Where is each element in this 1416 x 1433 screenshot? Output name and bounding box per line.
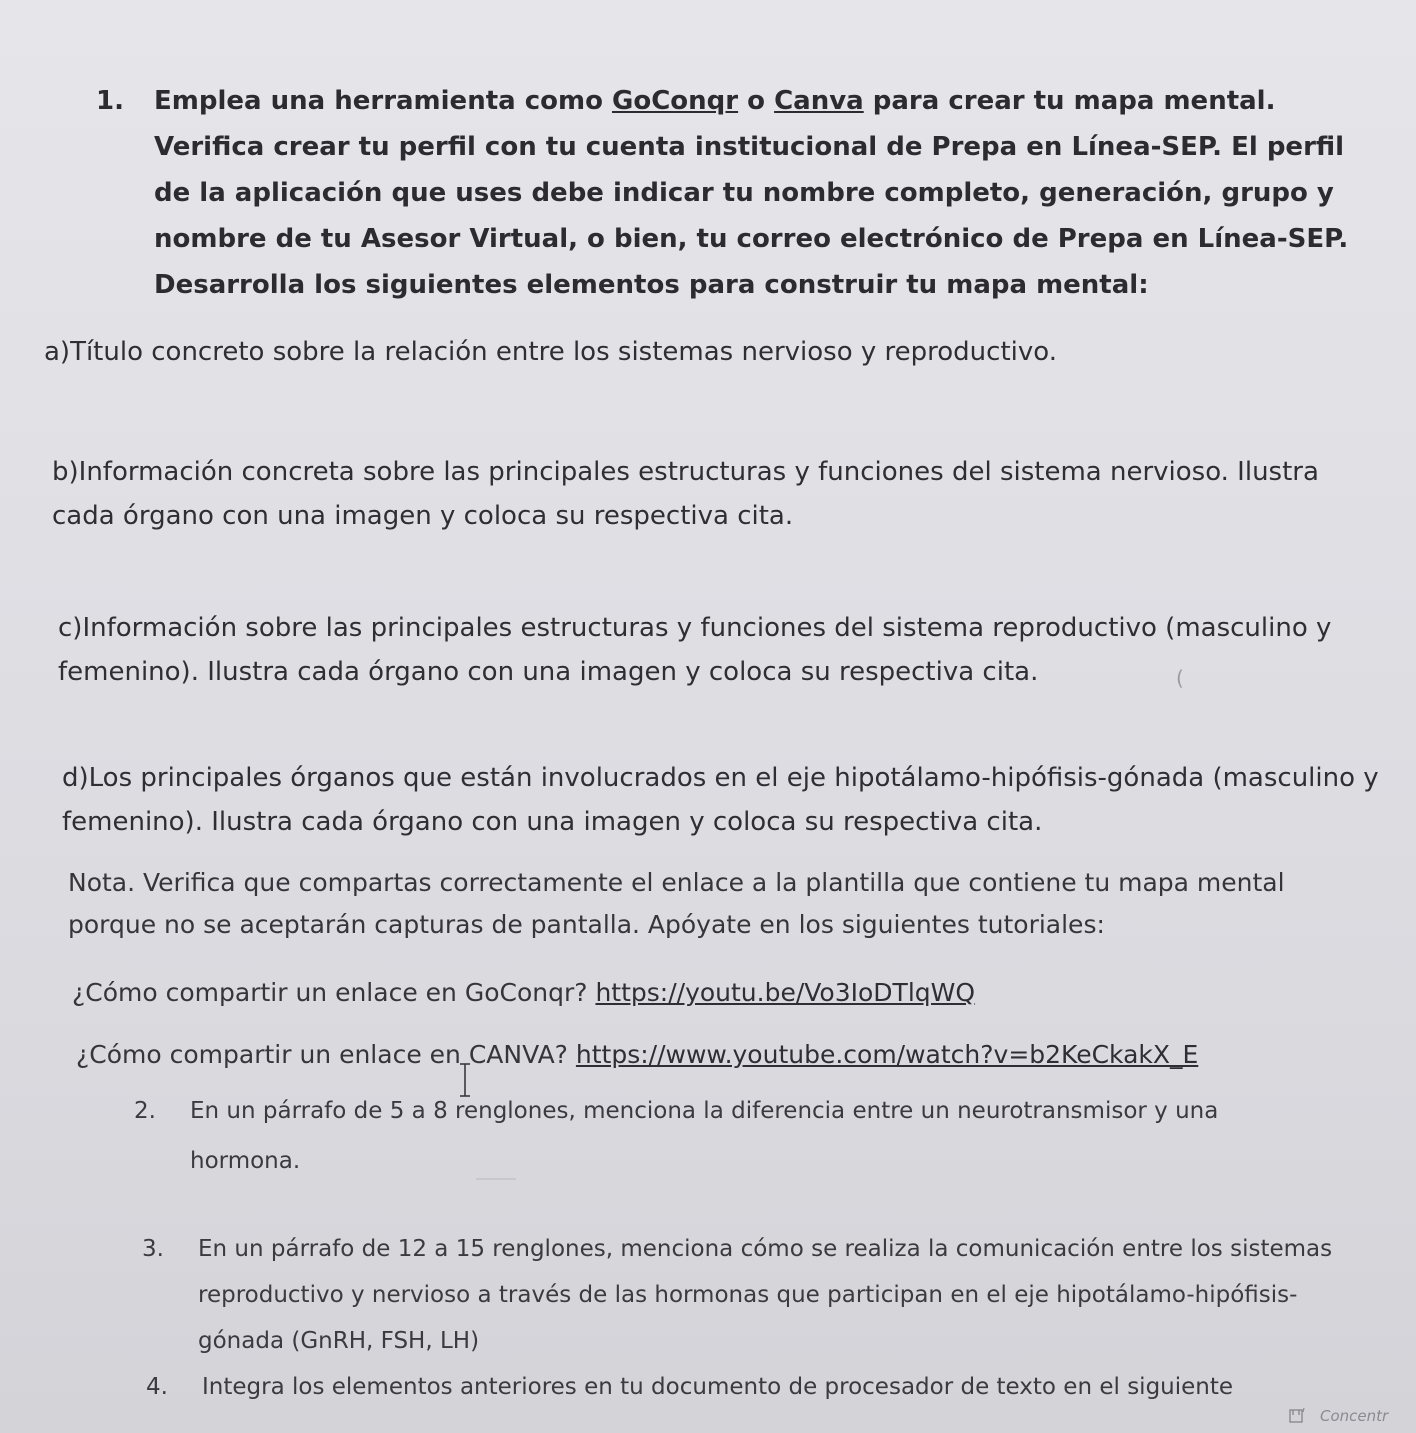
- item-text: Integra los elementos anteriores en tu documento de procesador de texto en el siguiente: [202, 1374, 1234, 1400]
- sub-item-c: c)Información sobre las principales estructuras y funciones del sistema reproductivo (masculino y femenino). Ilustra cada órgano con una imagen y coloca su respectiva cita.: [58, 613, 1332, 687]
- tutorial-goconqr-url[interactable]: https://youtu.be/Vo3IoDTlqWQ: [595, 978, 976, 1007]
- divider-mark: [476, 1178, 516, 1180]
- item-text-rest: para crear tu mapa mental. Verifica crear tu perfil con tu cuenta institucional de Prepa en Línea-SEP. El perfil de la aplicación que uses debe indicar tu nombre completo, generación, grupo y nombre de tu Asesor Virtual, o bien, tu correo electrónico de Prepa en Línea-SEP. Desarrolla los siguientes elementos para construir tu mapa mental:: [154, 86, 1349, 300]
- item-text: En un párrafo de 12 a 15 renglones, menciona cómo se realiza la comunicación entre los sistemas reproductivo y nervioso a través de las hormonas que participan en el eje hipotálamo-hipófisis-gónada (GnRH, FSH, LH): [198, 1236, 1333, 1354]
- item-number: 3.: [142, 1236, 164, 1262]
- focus-mode-button[interactable]: [1286, 1405, 1416, 1433]
- instruction-item-3: [142, 1226, 1342, 1364]
- canva-link[interactable]: Canva: [774, 86, 864, 116]
- item-number: 1.: [96, 86, 124, 116]
- focus-mode-icon: [1288, 1407, 1306, 1425]
- item-text: [154, 78, 1386, 308]
- sub-item-a: a)Título concreto sobre la relación entre los sistemas nervioso y reproductivo.: [44, 337, 1057, 367]
- tutorial-canva-url[interactable]: https://www.youtube.com/watch?v=b2KeCkakX_E: [575, 1040, 1199, 1069]
- instruction-item-4: [146, 1362, 1346, 1412]
- goconqr-link[interactable]: GoConqr: [612, 86, 739, 116]
- sub-item-d: d)Los principales órganos que están involucrados en el eje hipotálamo-hipófisis-gónada (masculino y femenino). Ilustra cada órgano con una imagen y coloca su respectiva cita.: [62, 763, 1379, 837]
- tutorial-canva: [76, 1034, 1376, 1076]
- item-text-connector: o: [738, 86, 775, 116]
- instruction-item-2: [134, 1086, 1334, 1186]
- item-number: 4.: [146, 1374, 168, 1400]
- tutorial-goconqr-question: ¿Cómo compartir un enlace en GoConqr?: [72, 978, 596, 1007]
- item-number: 2.: [134, 1098, 156, 1124]
- sub-item-b: b)Información concreta sobre las principales estructuras y funciones del sistema nervioso. Ilustra cada órgano con una imagen y coloca su respectiva cita.: [52, 457, 1319, 531]
- tutorial-goconqr: [72, 972, 1372, 1014]
- focus-mode-label: Concentr: [1320, 1407, 1389, 1425]
- instruction-item-1: [96, 78, 1386, 308]
- item-text-start: Emplea una herramienta como: [154, 86, 613, 116]
- note-paragraph: Nota. Verifica que compartas correctamente el enlace a la plantilla que contiene tu mapa mental porque no se aceptarán capturas de pantalla. Apóyate en los siguientes tutoriales:: [68, 868, 1285, 939]
- stray-paren-mark: (: [1176, 666, 1184, 690]
- item-text: En un párrafo de 5 a 8 renglones, menciona la diferencia entre un neurotransmisor y una hormona.: [190, 1098, 1219, 1174]
- tutorial-canva-question: ¿Cómo compartir un enlace en CANVA?: [76, 1040, 576, 1069]
